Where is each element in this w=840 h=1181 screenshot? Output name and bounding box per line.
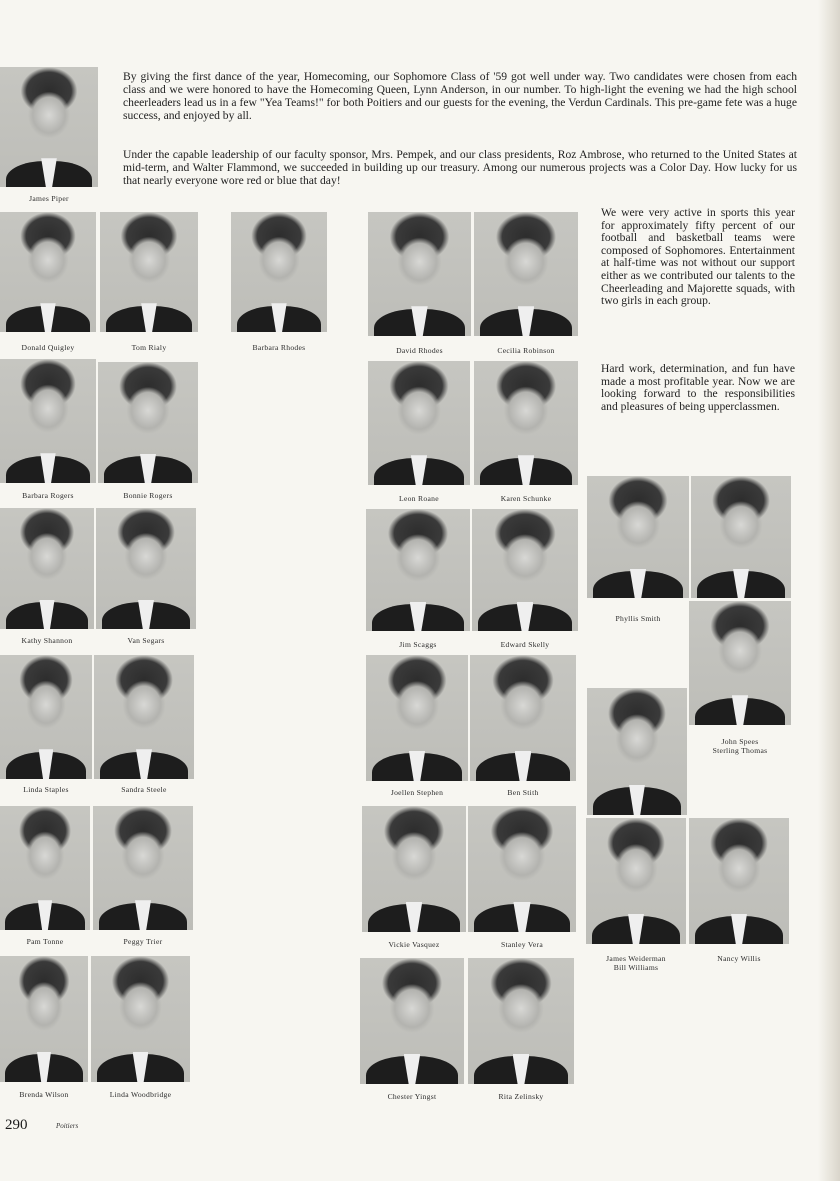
page-edge-shadow [818, 0, 840, 1181]
portrait-caption: Rita Zelinsky [498, 1092, 544, 1101]
page-folio: Poitiers [56, 1122, 79, 1130]
portrait-photo [366, 655, 468, 781]
sports-paragraph: We were very active in sports this year for approximately fifty percent of our football and basketball teams were composed of Sophomores. Entertainment at half-time was not without our support either as we contributed our talents to the Cheerleading and Majorette squads, with two girls in each group. [601, 206, 795, 308]
portrait-photo [98, 362, 198, 483]
portrait-caption: James Piper [29, 194, 69, 203]
portrait-caption: Kathy Shannon [21, 636, 73, 645]
portrait-photo [91, 956, 190, 1082]
portrait-caption: Donald Quigley [21, 343, 75, 352]
portrait-photo [470, 655, 576, 781]
portrait-photo [472, 509, 578, 631]
portrait-photo [0, 359, 96, 483]
portrait-caption: Sandra Steele [121, 785, 167, 794]
portrait-caption: Tom Rialy [131, 343, 167, 352]
intro-paragraph: By giving the first dance of the year, Homecoming, our Sophomore Class of '59 got well under way. Two candidates were chosen from each class and we were honored to have the Homecoming Queen, Lynn Anderson, in our number. To high-light the evening we had the high school cheerleaders lead us in a few "Yea Teams!" for both Poitiers and our guests for the evening, the Verdun Cardinals. This pre-game fete was a huge success, and enjoyed by all. [123, 70, 797, 122]
portrait-caption: Ben Stith [507, 788, 539, 797]
portrait-photo [474, 361, 578, 485]
portrait-photo [587, 476, 689, 598]
portrait-photo [0, 655, 92, 779]
portrait-caption: David Rhodes [396, 346, 443, 355]
portrait-photo [0, 956, 88, 1082]
portrait-photo [93, 806, 193, 930]
portrait-caption: Van Segars [127, 636, 165, 645]
portrait-caption: Brenda Wilson [19, 1090, 69, 1099]
portrait-caption [586, 954, 686, 972]
portrait-photo [587, 688, 687, 815]
portrait-caption: Stanley Vera [500, 940, 544, 949]
portrait-photo [586, 818, 686, 944]
portrait-photo [0, 212, 96, 332]
portrait-caption: Nancy Willis [717, 954, 761, 963]
portrait-caption: Pam Tonne [26, 937, 64, 946]
portrait-caption: Barbara Rhodes [252, 343, 306, 352]
portrait-caption: Linda Woodbridge [109, 1090, 172, 1099]
portrait-caption: Phyllis Smith [615, 614, 661, 623]
portrait-photo [96, 508, 196, 629]
portrait-caption: Jim Scaggs [399, 640, 437, 649]
page-number: 290 [5, 1117, 28, 1133]
portrait-photo [368, 361, 470, 485]
portrait-caption: Vickie Vasquez [388, 940, 440, 949]
portrait-caption: Karen Schunke [500, 494, 552, 503]
portrait-caption: Linda Staples [23, 785, 69, 794]
portrait-photo [0, 67, 98, 187]
portrait-photo [366, 509, 470, 631]
portrait-photo [94, 655, 194, 779]
portrait-caption-line: Sterling Thomas [712, 746, 768, 755]
portrait-caption-line: James Weiderman [606, 954, 666, 963]
portrait-caption [689, 737, 791, 755]
portrait-photo [0, 508, 94, 629]
portrait-photo [474, 212, 578, 336]
portrait-caption: Cecilia Robinson [497, 346, 555, 355]
portrait-photo [0, 806, 90, 930]
portrait-caption: Edward Skelly [500, 640, 550, 649]
portrait-photo [689, 601, 791, 725]
portrait-photo [689, 818, 789, 944]
portrait-caption-line: John Spees [721, 737, 759, 746]
portrait-photo [360, 958, 464, 1084]
closing-paragraph: Hard work, determination, and fun have made a most profitable year. Now we are looking forward to the responsibilities and pleasures of being upperclassmen. [601, 362, 795, 413]
portrait-caption: Bonnie Rogers [123, 491, 173, 500]
portrait-caption: Peggy Trier [123, 937, 163, 946]
portrait-photo [100, 212, 198, 332]
portrait-photo [362, 806, 466, 932]
portrait-photo [231, 212, 327, 332]
portrait-photo [468, 806, 576, 932]
portrait-caption: Joellen Stephen [390, 788, 444, 797]
portrait-photo [368, 212, 471, 336]
portrait-caption: Leon Roane [399, 494, 439, 503]
portrait-caption-line: Bill Williams [613, 963, 659, 972]
portrait-photo [468, 958, 574, 1084]
portrait-photo [691, 476, 791, 598]
portrait-caption: Chester Yingst [387, 1092, 437, 1101]
leadership-paragraph: Under the capable leadership of our faculty sponsor, Mrs. Pempek, and our class presidents, Roz Ambrose, who returned to the United States at mid-term, and Walter Flammond, we succeeded in building up our treasury. Among our numerous projects was a Color Day. How lucky for us that nearly everyone wore red or blue that day! [123, 148, 797, 187]
portrait-caption: Barbara Rogers [22, 491, 74, 500]
